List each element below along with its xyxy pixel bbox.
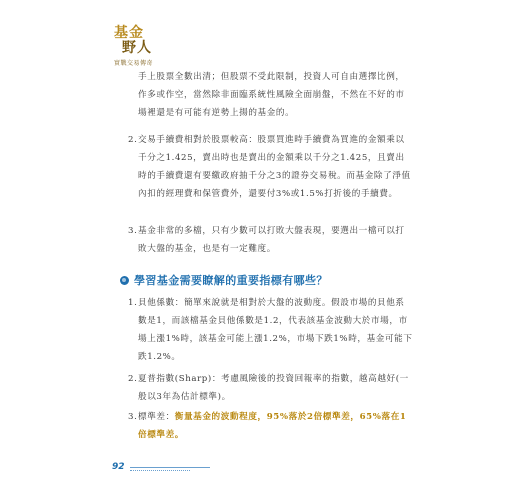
section-heading-text: 學習基金需要瞭解的重要指標有哪些？ <box>134 274 328 287</box>
logo-line-2: 野人 <box>122 40 152 56</box>
intro-paragraph: 手上股票全數出清；但股票不受此限制，投資人可自由選擇比例，作多或作空，當然除非面臨系統性風險全面崩盤，不然在不好的市場裡還是有可能有逆勢上揚的基金的。 <box>138 72 405 118</box>
list-item <box>128 131 413 203</box>
list-item-label: 標準差： <box>138 412 175 422</box>
list-item <box>128 370 413 406</box>
list-item-number: 2. <box>128 374 138 384</box>
page-number-rule <box>130 467 210 468</box>
page-number: 92 <box>112 462 125 472</box>
list-item-text: 交易手續費相對於股票較高：股票買進時手續費為買進的金額乘以千分之1.425，賣出時也是賣出的金額乘以千分之1.425，且賣出時的手續費還有要繳政府抽千分之3的證券交易稅。而基金除了淨值內扣的經理費和保管費外，還要付3%或1.5%打折後的手續費。 <box>138 135 411 199</box>
list-item-text: 夏普指數(Sharp)：考慮風險後的投資回報率的指數，越高越好(一般以3年為估計標準)。 <box>138 374 409 402</box>
list-item-text <box>138 408 413 444</box>
list-item-text: 貝他係數：簡單來說就是相對於大盤的波動度。假設市場的貝他系數是1，而該檔基金貝他係數是1.2，代表該基金波動大於市場，市場上漲1%時，該基金可能上漲1.2%，市場下跌1%時，基金可能下跌1.2%。 <box>138 298 413 362</box>
list-item-number: 3. <box>128 226 138 236</box>
section-heading <box>120 272 328 288</box>
list-item-number: 2. <box>128 135 138 145</box>
list-item <box>128 408 413 444</box>
highlighted-text: 衡量基金的波動程度，95%落於2倍標準差，65%落在1倍標準差。 <box>138 412 407 440</box>
list-item <box>128 294 413 366</box>
book-logo <box>114 26 184 67</box>
list-item <box>128 222 413 258</box>
logo-line-1: 基金 <box>114 25 144 41</box>
bullet-icon <box>120 276 129 285</box>
list-item-number: 1. <box>128 298 138 308</box>
logo-line-3: 實戰交易傳奇 <box>114 60 154 67</box>
list-item-number: 3. <box>128 412 138 422</box>
list-item-text: 基金非常的多檔，只有少數可以打敗大盤表現，要選出一檔可以打敗大盤的基金，也是有一定難度。 <box>138 226 405 254</box>
